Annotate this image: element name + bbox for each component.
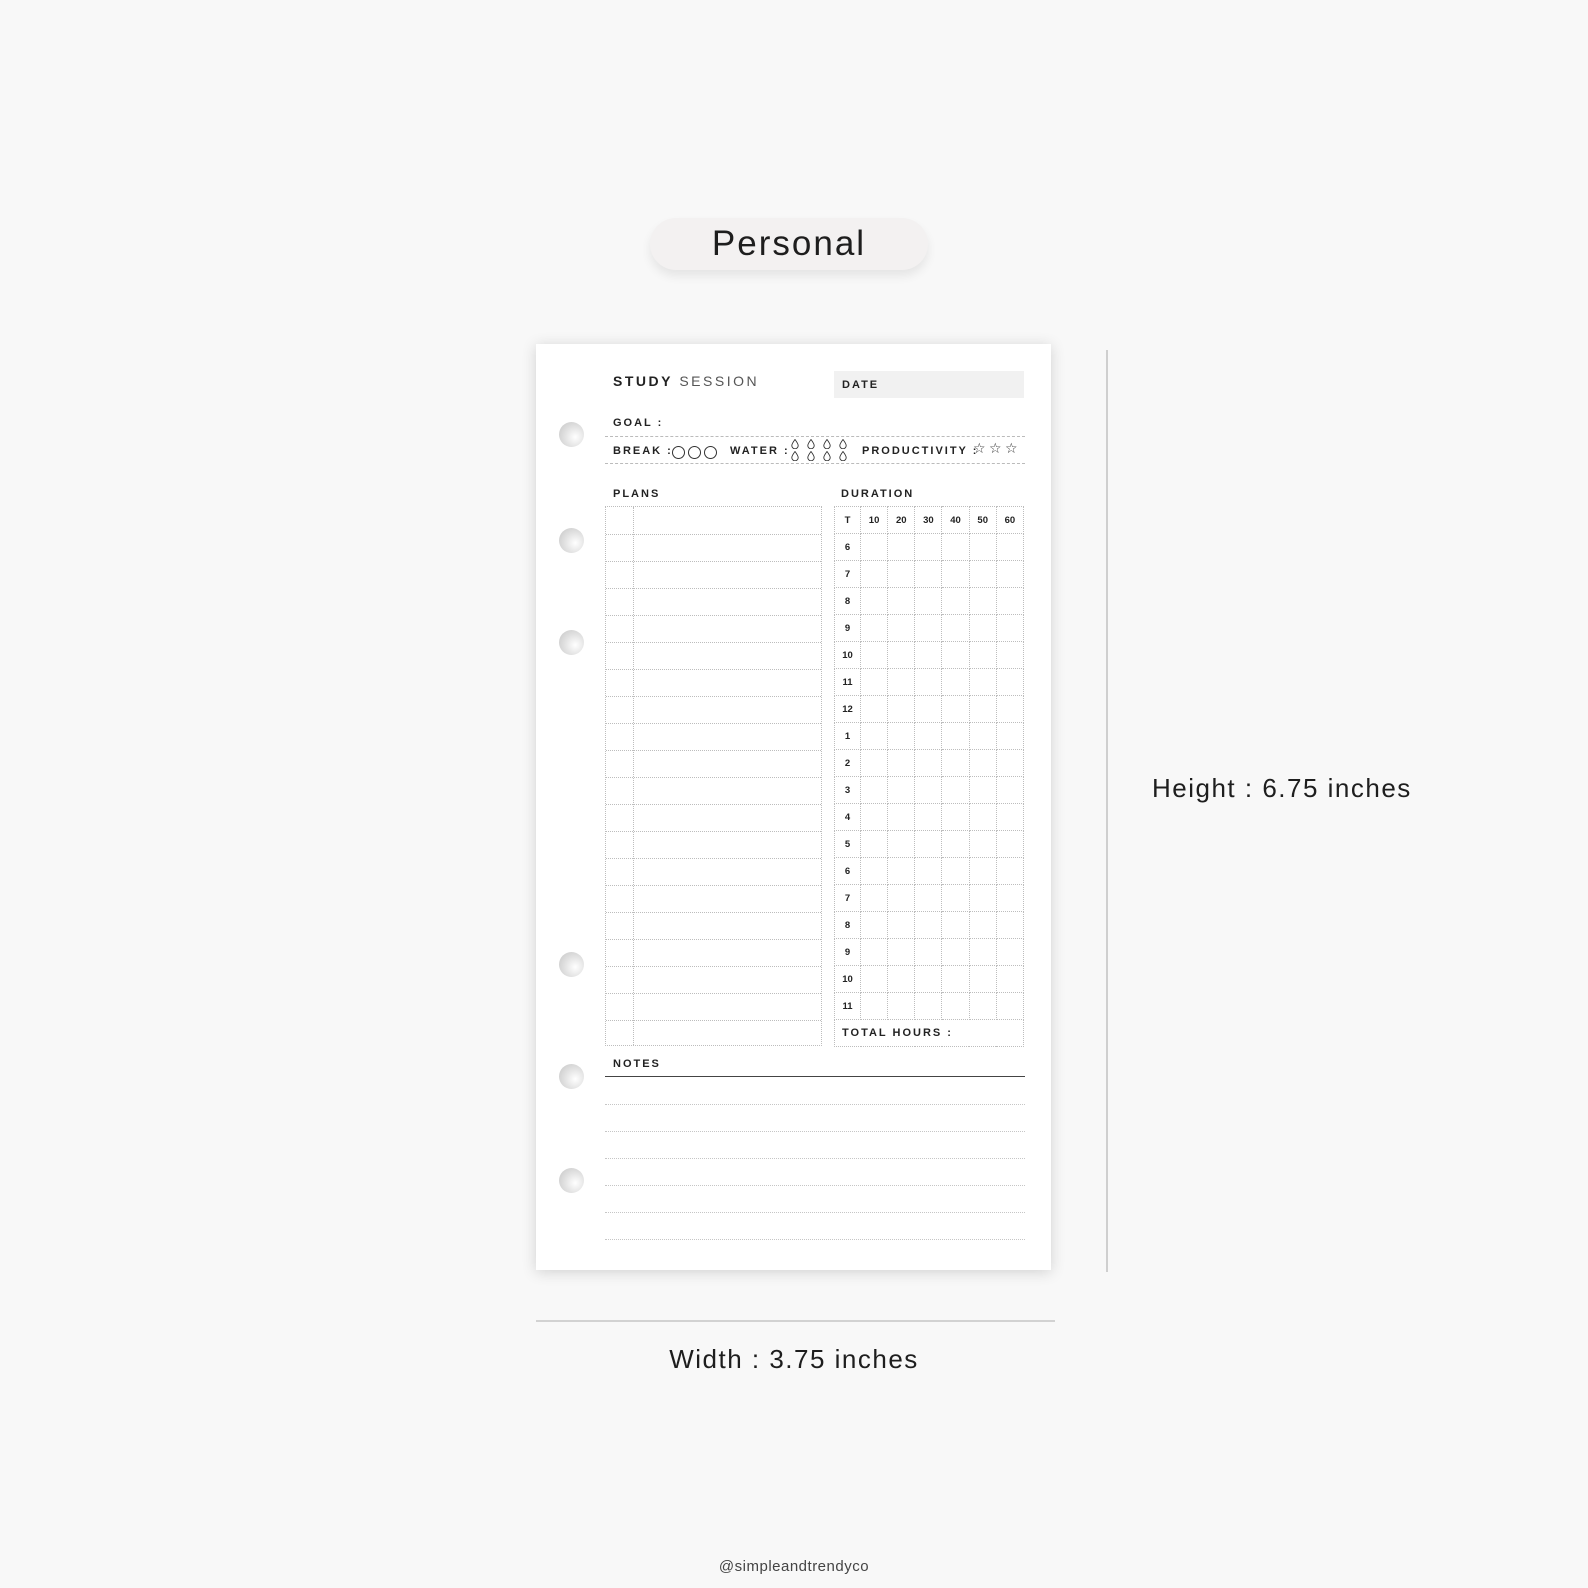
duration-cell[interactable]	[996, 588, 1023, 615]
duration-row	[835, 723, 1024, 750]
water-drop-icon[interactable]	[791, 451, 799, 461]
duration-cell[interactable]	[969, 615, 996, 642]
duration-cell[interactable]	[915, 750, 942, 777]
width-label: Width : 3.75 inches	[669, 1344, 919, 1374]
duration-cell[interactable]	[861, 642, 888, 669]
duration-cell[interactable]	[861, 858, 888, 885]
duration-cell[interactable]	[996, 615, 1023, 642]
size-label: Personal	[650, 218, 928, 270]
duration-cell[interactable]	[942, 993, 969, 1020]
duration-row	[835, 777, 1024, 804]
duration-cell[interactable]	[915, 561, 942, 588]
hour-label: 10	[835, 966, 861, 993]
notes-line[interactable]	[605, 1158, 1025, 1159]
duration-cell[interactable]	[969, 723, 996, 750]
duration-cell[interactable]	[861, 669, 888, 696]
plans-row-divider	[606, 642, 821, 643]
duration-row	[835, 534, 1024, 561]
duration-cell[interactable]	[996, 804, 1023, 831]
plans-grid[interactable]	[605, 506, 822, 1046]
hour-label: 5	[835, 831, 861, 858]
hour-label: 11	[835, 669, 861, 696]
duration-cell[interactable]	[888, 534, 915, 561]
plans-label: PLANS	[613, 488, 661, 500]
duration-cell[interactable]	[969, 642, 996, 669]
duration-cell[interactable]	[888, 642, 915, 669]
ring-hole	[559, 952, 584, 977]
duration-cell[interactable]	[996, 534, 1023, 561]
date-field[interactable]	[834, 371, 1024, 398]
duration-cell[interactable]	[996, 885, 1023, 912]
duration-cell[interactable]	[942, 750, 969, 777]
hour-label: 8	[835, 588, 861, 615]
duration-cell[interactable]	[915, 588, 942, 615]
duration-cell[interactable]	[888, 939, 915, 966]
duration-row	[835, 669, 1024, 696]
plans-row-divider	[606, 750, 821, 751]
duration-table	[834, 506, 1024, 1047]
duration-cell[interactable]	[942, 966, 969, 993]
duration-cell[interactable]	[996, 912, 1023, 939]
duration-cell[interactable]	[969, 534, 996, 561]
duration-row	[835, 696, 1024, 723]
hour-label: 3	[835, 777, 861, 804]
duration-header-cell: T	[835, 507, 861, 534]
duration-cell[interactable]	[942, 831, 969, 858]
duration-cell[interactable]	[915, 804, 942, 831]
duration-cell[interactable]	[888, 831, 915, 858]
planner-page	[536, 344, 1051, 1270]
hour-label: 12	[835, 696, 861, 723]
duration-cell[interactable]	[888, 669, 915, 696]
duration-cell[interactable]	[915, 993, 942, 1020]
duration-cell[interactable]	[969, 561, 996, 588]
notes-line[interactable]	[605, 1131, 1025, 1132]
duration-cell[interactable]	[888, 696, 915, 723]
goal-label: GOAL :	[613, 417, 664, 429]
duration-cell[interactable]	[861, 723, 888, 750]
duration-cell[interactable]	[915, 669, 942, 696]
duration-cell[interactable]	[861, 993, 888, 1020]
hour-label: 8	[835, 912, 861, 939]
duration-row	[835, 939, 1024, 966]
plans-row-divider	[606, 777, 821, 778]
hour-label: 9	[835, 939, 861, 966]
duration-cell[interactable]	[861, 561, 888, 588]
break-circle-icon[interactable]	[672, 446, 685, 459]
plans-row-divider	[606, 669, 821, 670]
duration-header-cell: 60	[996, 507, 1023, 534]
credit-handle: @simpleandtrendyco	[718, 1558, 870, 1575]
plans-row-divider	[606, 588, 821, 589]
duration-cell[interactable]	[915, 534, 942, 561]
total-hours-row	[835, 1020, 1024, 1047]
duration-row	[835, 912, 1024, 939]
duration-row	[835, 858, 1024, 885]
duration-cell[interactable]	[888, 966, 915, 993]
duration-cell[interactable]	[942, 912, 969, 939]
ring-hole	[559, 422, 584, 447]
star-icon[interactable]: ☆	[1005, 440, 1018, 456]
duration-cell[interactable]	[969, 912, 996, 939]
duration-cell[interactable]	[969, 939, 996, 966]
duration-cell[interactable]	[996, 831, 1023, 858]
break-label: BREAK :	[613, 445, 673, 457]
duration-cell[interactable]	[915, 966, 942, 993]
total-hours-field[interactable]: TOTAL HOURS :	[835, 1020, 1024, 1047]
duration-label: DURATION	[841, 488, 915, 500]
duration-cell[interactable]	[942, 777, 969, 804]
plans-row-divider	[606, 804, 821, 805]
hour-label: 7	[835, 561, 861, 588]
duration-cell[interactable]	[996, 669, 1023, 696]
duration-cell[interactable]	[996, 777, 1023, 804]
duration-cell[interactable]	[915, 858, 942, 885]
duration-cell[interactable]	[942, 885, 969, 912]
duration-row	[835, 561, 1024, 588]
duration-cell[interactable]	[942, 561, 969, 588]
duration-cell[interactable]	[969, 588, 996, 615]
duration-row	[835, 615, 1024, 642]
duration-cell[interactable]	[888, 912, 915, 939]
duration-cell[interactable]	[915, 777, 942, 804]
notes-header	[605, 1058, 1025, 1077]
ring-hole	[559, 1168, 584, 1193]
duration-row	[835, 588, 1024, 615]
duration-cell[interactable]	[888, 723, 915, 750]
width-dimension-line	[536, 1320, 1055, 1322]
plans-row-divider	[606, 561, 821, 562]
plans-row-divider	[606, 615, 821, 616]
hour-label: 1	[835, 723, 861, 750]
duration-cell[interactable]	[996, 642, 1023, 669]
duration-cell[interactable]	[969, 696, 996, 723]
duration-cell[interactable]	[942, 696, 969, 723]
status-line	[605, 438, 1025, 464]
duration-cell[interactable]	[942, 939, 969, 966]
duration-cell[interactable]	[861, 804, 888, 831]
duration-cell[interactable]	[969, 885, 996, 912]
duration-cell[interactable]	[888, 615, 915, 642]
duration-cell[interactable]	[888, 750, 915, 777]
duration-cell[interactable]	[969, 750, 996, 777]
duration-row	[835, 804, 1024, 831]
duration-cell[interactable]	[942, 858, 969, 885]
duration-cell[interactable]	[888, 777, 915, 804]
duration-cell[interactable]	[942, 723, 969, 750]
duration-cell[interactable]	[942, 804, 969, 831]
water-label: WATER :	[730, 445, 790, 457]
duration-cell[interactable]	[969, 669, 996, 696]
duration-cell[interactable]	[969, 804, 996, 831]
goal-field[interactable]	[605, 412, 1025, 437]
productivity-label: PRODUCTIVITY :	[862, 445, 979, 457]
plans-row-divider	[606, 885, 821, 886]
plans-row-divider	[606, 534, 821, 535]
plans-row-divider	[606, 1020, 821, 1021]
hour-label: 10	[835, 642, 861, 669]
duration-cell[interactable]	[861, 696, 888, 723]
water-drop-icon[interactable]	[807, 451, 815, 461]
duration-cell[interactable]	[861, 966, 888, 993]
duration-row	[835, 642, 1024, 669]
duration-cell[interactable]	[888, 993, 915, 1020]
water-drop-icon[interactable]	[839, 439, 847, 449]
duration-cell[interactable]	[915, 912, 942, 939]
duration-cell[interactable]	[861, 885, 888, 912]
duration-cell[interactable]	[888, 885, 915, 912]
hour-label: 11	[835, 993, 861, 1020]
duration-cell[interactable]	[888, 804, 915, 831]
duration-cell[interactable]	[888, 858, 915, 885]
plans-row-divider	[606, 966, 821, 967]
plans-row-divider	[606, 993, 821, 994]
ring-hole	[559, 1064, 584, 1089]
notes-label: NOTES	[613, 1058, 661, 1070]
duration-cell[interactable]	[996, 696, 1023, 723]
duration-row	[835, 885, 1024, 912]
duration-cell[interactable]	[942, 615, 969, 642]
water-drop-icon[interactable]	[823, 451, 831, 461]
hour-label: 2	[835, 750, 861, 777]
duration-row	[835, 993, 1024, 1020]
notes-line[interactable]	[605, 1239, 1025, 1240]
duration-cell[interactable]	[915, 642, 942, 669]
notes-line[interactable]	[605, 1212, 1025, 1213]
plans-row-divider	[606, 696, 821, 697]
duration-row	[835, 750, 1024, 777]
water-drop-icon[interactable]	[791, 439, 799, 449]
water-drop-icon[interactable]	[823, 439, 831, 449]
duration-cell[interactable]	[861, 831, 888, 858]
duration-cell[interactable]	[942, 642, 969, 669]
ring-hole	[559, 630, 584, 655]
duration-header-cell: 30	[915, 507, 942, 534]
duration-cell[interactable]	[861, 912, 888, 939]
duration-cell[interactable]	[861, 777, 888, 804]
notes-line[interactable]	[605, 1104, 1025, 1105]
duration-cell[interactable]	[996, 750, 1023, 777]
duration-cell[interactable]	[969, 831, 996, 858]
ring-hole	[559, 528, 584, 553]
duration-cell[interactable]	[996, 561, 1023, 588]
duration-header-cell: 10	[861, 507, 888, 534]
duration-cell[interactable]	[996, 939, 1023, 966]
duration-cell[interactable]	[915, 696, 942, 723]
plans-row-divider	[606, 723, 821, 724]
duration-cell[interactable]	[915, 939, 942, 966]
duration-cell[interactable]	[861, 588, 888, 615]
duration-cell[interactable]	[861, 939, 888, 966]
duration-header-row	[835, 507, 1024, 534]
duration-cell[interactable]	[969, 993, 996, 1020]
star-icon[interactable]: ☆	[973, 440, 986, 456]
plans-row-divider	[606, 831, 821, 832]
title-bold: STUDY	[613, 373, 673, 389]
break-circle-icon[interactable]	[688, 446, 701, 459]
duration-cell[interactable]	[915, 885, 942, 912]
duration-cell[interactable]	[969, 966, 996, 993]
notes-line[interactable]	[605, 1185, 1025, 1186]
date-label: DATE	[842, 378, 880, 391]
water-drop-icon[interactable]	[807, 439, 815, 449]
plans-row-divider	[606, 939, 821, 940]
hour-label: 9	[835, 615, 861, 642]
duration-cell[interactable]	[942, 534, 969, 561]
hour-label: 7	[835, 885, 861, 912]
duration-cell[interactable]	[996, 723, 1023, 750]
hour-label: 6	[835, 534, 861, 561]
duration-cell[interactable]	[915, 831, 942, 858]
duration-cell[interactable]	[861, 615, 888, 642]
duration-cell[interactable]	[969, 777, 996, 804]
duration-cell[interactable]	[996, 993, 1023, 1020]
duration-cell[interactable]	[915, 723, 942, 750]
hour-label: 6	[835, 858, 861, 885]
duration-cell[interactable]	[888, 588, 915, 615]
plans-row-divider	[606, 858, 821, 859]
duration-cell[interactable]	[996, 858, 1023, 885]
duration-cell[interactable]	[942, 588, 969, 615]
duration-header-cell: 20	[888, 507, 915, 534]
duration-cell[interactable]	[861, 750, 888, 777]
duration-header-cell: 50	[969, 507, 996, 534]
duration-header-cell: 40	[942, 507, 969, 534]
duration-cell[interactable]	[942, 669, 969, 696]
page-title	[613, 373, 759, 389]
title-light: SESSION	[679, 373, 760, 389]
duration-row	[835, 831, 1024, 858]
plans-row-divider	[606, 912, 821, 913]
water-drop-icon[interactable]	[839, 451, 847, 461]
break-circle-icon[interactable]	[704, 446, 717, 459]
duration-cell[interactable]	[915, 615, 942, 642]
hour-label: 4	[835, 804, 861, 831]
duration-row	[835, 966, 1024, 993]
duration-cell[interactable]	[861, 534, 888, 561]
duration-cell[interactable]	[888, 561, 915, 588]
duration-cell[interactable]	[969, 858, 996, 885]
star-icon[interactable]: ☆	[989, 440, 1002, 456]
duration-cell[interactable]	[996, 966, 1023, 993]
height-label: Height : 6.75 inches	[1152, 773, 1412, 803]
height-dimension-line	[1106, 350, 1108, 1272]
